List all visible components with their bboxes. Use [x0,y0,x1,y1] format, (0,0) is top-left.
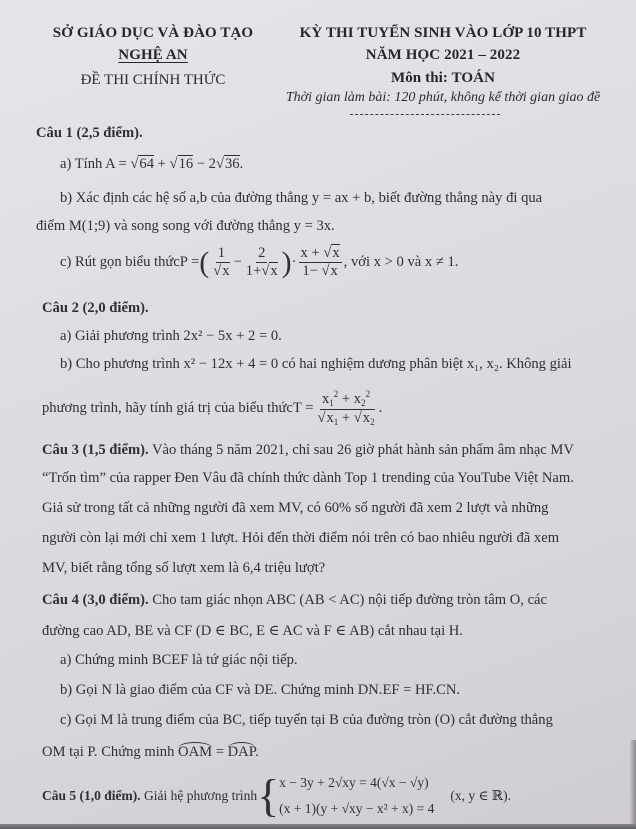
q1b-line2: điểm M(1;9) và song song với đường thẳng y = 3x. [36,218,335,234]
q1a: a) Tính A = √ 64 + √ 16 − 2 √ 36. [60,156,243,173]
q5-title: Câu 5 (1,0 điểm). [42,788,141,803]
q1a-prefix: a) Tính [60,156,106,172]
paper-edge-bottom [0,824,636,829]
q4-title: Câu 4 (3,0 điểm). [42,592,149,608]
school-year: NĂM HỌC 2021 – 2022 [365,47,521,63]
q2-title: Câu 2 (2,0 điểm). [42,300,149,316]
q1b-line1: b) Xác định các hệ số a,b của đường thẳng y = ax + b, biết đường thẳng này đi qua [60,190,543,206]
duration: Thời gian làm bài: 120 phút, không kể thời gian giao đề [285,90,601,105]
province-name: NGHỆ AN [118,47,188,63]
angle-dap: DAP [227,744,256,760]
q2b-formula: T = $x_1^2 + x_2^2$ √ $x_1$ + √ $x_2$ [293,390,379,428]
q5-eq2: (x + 1)(y + √xy − x² + x) = 4 [279,801,435,816]
exam-type: ĐỀ THI CHÍNH THỨC [80,72,226,88]
q4-intro-line2: đường cao AD, BE và CF (D ∈ BC, E ∈ AC và F ∈ AB) cắt nhau tại H. [42,623,463,639]
q3-line-2: Giả sử trong tất cả những người đã xem MV, có 60% số người đã xem 2 lượt và những [42,500,549,516]
subject: Môn thi: TOÁN [390,70,496,86]
q3-line-3: người còn lại mới chỉ xem 1 lượt. Hỏi đến thời điểm nói trên có bao nhiêu người đã xem [42,530,560,546]
q1-title: Câu 1 (2,5 điểm). [36,125,143,141]
q3-title: Câu 3 (1,5 điểm). [42,442,149,458]
header-divider [350,114,500,115]
angle-oam: OAM [178,744,213,760]
q5-prefix: Giải hệ phương trình [144,788,258,803]
q1c-formula: P = ( 1 √ x − $\frac{2}{1+ √ x}$ ) · $\frac{x + √ x}{1- √ x}$ [180,246,344,280]
q5-eq1: x − 3y + 2√xy = 4(√x − √y) [279,775,429,790]
system-brace: { [257,770,280,821]
q4-intro-line1: Câu 4 (3,0 điểm). Cho tam giác nhọn ABC (AB < AC) nội tiếp đường tròn tâm O, các [42,592,548,608]
q3-line-4: MV, biết rằng tổng số lượt xem là 6,4 triệu lượt? [42,560,326,576]
equation-system [279,770,434,822]
q2a: a) Giải phương trình 2x² − 5x + 2 = 0. [60,328,282,344]
q5 [42,770,511,822]
q1c [60,246,458,280]
q1c-suffix: , với x > 0 và x ≠ 1. [343,254,459,271]
q3-line-0: Câu 3 (1,5 điểm). Vào tháng 5 năm 2021, chỉ sau 26 giờ phát hành sản phẩm âm nhạc MV [42,442,574,458]
q2b-line1: b) Cho phương trình x² − 12x + 4 = 0 có hai nghiệm dương phân biệt x₁, x₂. Không giải [60,356,572,372]
q2b-line2: phương trình, hãy tính giá trị của biểu thức T = $x_1^2 + x_2^2$ √ $x_1$ + √ $x_2$ . [42,390,382,428]
q4c-line1: c) Gọi M là trung điểm của BC, tiếp tuyến tại B của đường tròn (O) cắt đường thẳng [60,712,553,728]
q4c-line2: OM tại P. Chứng minh OAM = DAP. [42,744,259,760]
department-name: SỞ GIÁO DỤC VÀ ĐÀO TẠO [52,25,254,41]
q5-domain: (x, y ∈ ℝ). [450,788,512,803]
q1c-prefix: c) Rút gọn biểu thức [60,254,180,271]
exam-title: KỲ THI TUYỂN SINH VÀO LỚP 10 THPT [299,25,587,41]
q3-line-1: “Trốn tìm” của rapper Đen Vâu đã chính thức dành Top 1 trending của YouTube Việt Nam. [42,470,574,486]
q1a-formula: A = √ 64 + √ 16 − 2 √ 36 [105,155,239,172]
q2b-prefix: phương trình, hãy tính giá trị của biểu thức [42,400,293,417]
paper-edge-right [630,740,636,825]
q4a: a) Chứng minh BCEF là tứ giác nội tiếp. [60,652,298,668]
q4b: b) Gọi N là giao điểm của CF và DE. Chứng minh DN.EF = HF.CN. [60,682,461,698]
